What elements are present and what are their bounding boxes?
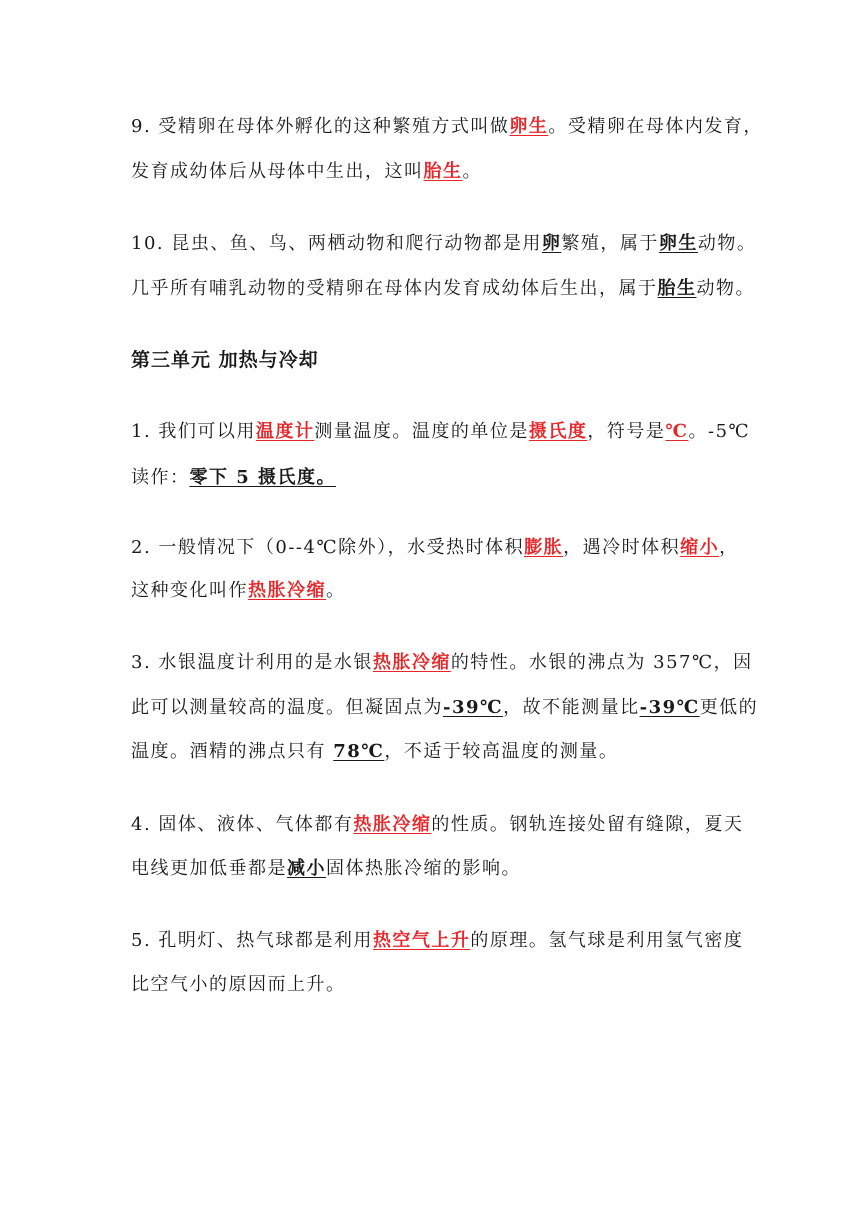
text-segment: 比空气小的原因而上升。 bbox=[131, 974, 346, 995]
text-segment: 4. 固体、液体、气体都有 bbox=[131, 814, 354, 835]
text-segment: 3. 水银温度计利用的是水银 bbox=[131, 652, 373, 673]
text-segment: ，遇冷时体积 bbox=[563, 537, 681, 558]
text-segment: 的性质。钢轨连接处留有缝隙，夏天 bbox=[431, 814, 744, 835]
text-line bbox=[131, 651, 753, 675]
text-segment: 此可以测量较高的温度。但凝固点为 bbox=[131, 697, 443, 718]
answer-blank: 热空气上升 bbox=[372, 930, 471, 951]
text-segment: 这种变化叫作 bbox=[131, 580, 248, 601]
text-line bbox=[131, 696, 758, 720]
text-segment: 电线更加低垂都是 bbox=[131, 858, 287, 879]
text-segment: 1. 我们可以用 bbox=[131, 421, 256, 442]
text-segment: 测量温度。温度的单位是 bbox=[314, 421, 529, 442]
answer-blank: -39℃ bbox=[639, 697, 700, 718]
text-segment: 固体热胀冷缩的影响。 bbox=[326, 858, 521, 879]
text-segment: 动物。 bbox=[697, 233, 757, 254]
text-line bbox=[131, 232, 756, 256]
text-segment: 。-5℃ bbox=[688, 421, 751, 442]
text-segment: ，不适于较高温度的测量。 bbox=[384, 741, 619, 762]
text-line bbox=[131, 277, 755, 301]
answer-blank: 摄氏度 bbox=[528, 421, 588, 442]
answer-blank: ℃ bbox=[665, 421, 689, 442]
text-line bbox=[131, 420, 750, 444]
heading-text bbox=[131, 348, 319, 372]
text-line bbox=[131, 973, 346, 997]
text-segment: 5. 孔明灯、热气球都是利用 bbox=[131, 930, 373, 951]
answer-blank: 膨胀 bbox=[524, 537, 564, 558]
text-segment: 。受精卵在母体内发育， bbox=[548, 116, 763, 137]
text-segment: ，故不能测量比 bbox=[503, 697, 640, 718]
text-segment: 。 bbox=[326, 580, 346, 601]
answer-blank: 减小 bbox=[287, 858, 326, 879]
text-line bbox=[131, 115, 763, 139]
answer-blank: 温度计 bbox=[255, 421, 315, 442]
answer-blank: 缩小 bbox=[680, 537, 720, 558]
answer-blank: 热胀冷缩 bbox=[372, 652, 451, 673]
text-segment: 。 bbox=[462, 161, 482, 182]
answer-blank: 卵 bbox=[541, 233, 562, 254]
text-segment: 繁殖，属于 bbox=[561, 233, 659, 254]
text-segment: 的特性。水银的沸点为 357℃，因 bbox=[450, 652, 753, 673]
text-segment: 几乎所有哺乳动物的受精卵在母体内发育成幼体后生出，属于 bbox=[131, 278, 658, 299]
text-segment: 动物。 bbox=[696, 278, 755, 299]
answer-blank: 胎生 bbox=[657, 278, 697, 299]
answer-blank: 热胀冷缩 bbox=[248, 580, 326, 601]
text-segment: 10. 昆虫、鱼、鸟、两栖动物和爬行动物都是用 bbox=[131, 233, 542, 254]
text-segment: 2. 一般情况下（0--4℃除外），水受热时体积 bbox=[131, 537, 525, 558]
text-line bbox=[131, 813, 743, 837]
text-segment: 第三单元 加热与冷却 bbox=[131, 349, 319, 371]
answer-blank: 卵生 bbox=[658, 233, 698, 254]
answer-blank: 热胀冷缩 bbox=[353, 814, 432, 835]
text-line bbox=[131, 929, 743, 953]
text-line bbox=[131, 579, 346, 603]
answer-blank: 零下 5 摄氏度。 bbox=[189, 467, 337, 488]
text-line bbox=[131, 160, 482, 184]
answer-blank: -39℃ bbox=[443, 697, 504, 718]
text-segment: ，符号是 bbox=[587, 421, 666, 442]
text-line bbox=[131, 536, 739, 560]
answer-blank: 胎生 bbox=[423, 161, 463, 182]
text-segment: 更低的 bbox=[699, 697, 759, 718]
answer-blank: 卵生 bbox=[509, 116, 549, 137]
text-line bbox=[131, 466, 336, 490]
answer-blank: 78℃ bbox=[333, 741, 385, 762]
text-segment: 读作： bbox=[131, 467, 190, 488]
text-segment: ， bbox=[719, 537, 739, 558]
text-line bbox=[131, 740, 618, 764]
text-line bbox=[131, 857, 521, 881]
text-segment: 温度。酒精的沸点只有 bbox=[131, 741, 334, 762]
text-segment: 的原理。氢气球是利用氢气密度 bbox=[470, 930, 744, 951]
text-segment: 发育成幼体后从母体中生出，这叫 bbox=[131, 161, 424, 182]
text-segment: 9. 受精卵在母体外孵化的这种繁殖方式叫做 bbox=[131, 116, 510, 137]
